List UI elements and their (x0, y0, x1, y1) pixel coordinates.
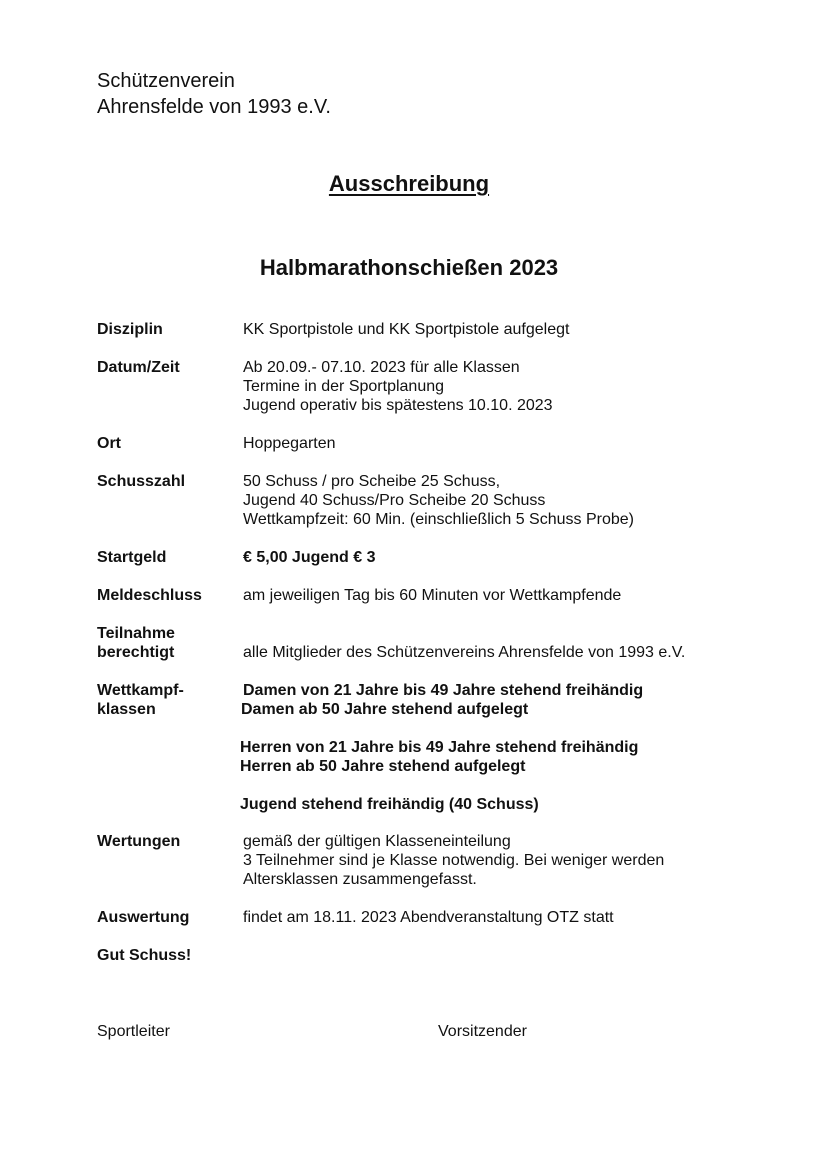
signature-vorsitzender: Vorsitzender (438, 1023, 527, 1040)
label-klassen-line: klassen (97, 701, 156, 718)
label-startgeld: Startgeld (97, 549, 167, 566)
value-auswertung: findet am 18.11. 2023 Abendveranstaltung OTZ statt (243, 909, 614, 926)
closing-greeting: Gut Schuss! (97, 947, 192, 964)
label-teilnahme-line: Teilnahme (97, 625, 175, 642)
club-name-line1: Schützenverein (97, 70, 235, 92)
value-wertungen-line: Altersklassen zusammengefasst. (243, 871, 477, 888)
value-wertungen-line: 3 Teilnehmer sind je Klasse notwendig. Bei weniger werden (243, 852, 665, 869)
value-klasse: Jugend stehend freihändig (40 Schuss) (240, 796, 539, 813)
value-klasse: Damen von 21 Jahre bis 49 Jahre stehend freihändig (243, 682, 644, 699)
value-schusszahl-line: Jugend 40 Schuss/Pro Scheibe 20 Schuss (243, 492, 546, 509)
value-datum-line: Termine in der Sportplanung (243, 378, 445, 395)
label-teilnahme-line: berechtigt (97, 644, 175, 661)
value-schusszahl-line: 50 Schuss / pro Scheibe 25 Schuss, (243, 473, 501, 490)
label-meldeschluss: Meldeschluss (97, 587, 202, 604)
value-teilnahme: alle Mitglieder des Schützenvereins Ahrensfelde von 1993 e.V. (243, 644, 686, 661)
label-ort: Ort (97, 435, 121, 452)
signature-sportleiter: Sportleiter (97, 1023, 170, 1040)
label-datum-zeit: Datum/Zeit (97, 359, 180, 376)
club-name-line2: Ahrensfelde von 1993 e.V. (97, 96, 331, 118)
value-schusszahl-line: Wettkampfzeit: 60 Min. (einschließlich 5 Schuss Probe) (243, 511, 634, 528)
value-datum-line: Ab 20.09.- 07.10. 2023 für alle Klassen (243, 359, 520, 376)
value-klasse: Herren ab 50 Jahre stehend aufgelegt (240, 758, 526, 775)
value-meldeschluss: am jeweiligen Tag bis 60 Minuten vor Wettkampfende (243, 587, 622, 604)
value-klasse: Herren von 21 Jahre bis 49 Jahre stehend freihändig (240, 739, 639, 756)
label-klassen-line: Wettkampf- (97, 682, 184, 699)
value-ort: Hoppegarten (243, 435, 336, 452)
event-title: Halbmarathonschießen 2023 (259, 255, 559, 280)
label-auswertung: Auswertung (97, 909, 190, 926)
value-klasse: Damen ab 50 Jahre stehend aufgelegt (241, 701, 529, 718)
document-title: Ausschreibung (328, 171, 490, 196)
label-disziplin: Disziplin (97, 321, 163, 338)
value-datum-line: Jugend operativ bis spätestens 10.10. 2023 (243, 397, 553, 414)
label-schusszahl: Schusszahl (97, 473, 186, 490)
value-wertungen-line: gemäß der gültigen Klasseneinteilung (243, 833, 511, 850)
value-disziplin: KK Sportpistole und KK Sportpistole aufgelegt (243, 321, 570, 338)
label-wertungen: Wertungen (97, 833, 181, 850)
value-startgeld: € 5,00 Jugend € 3 (243, 549, 376, 566)
